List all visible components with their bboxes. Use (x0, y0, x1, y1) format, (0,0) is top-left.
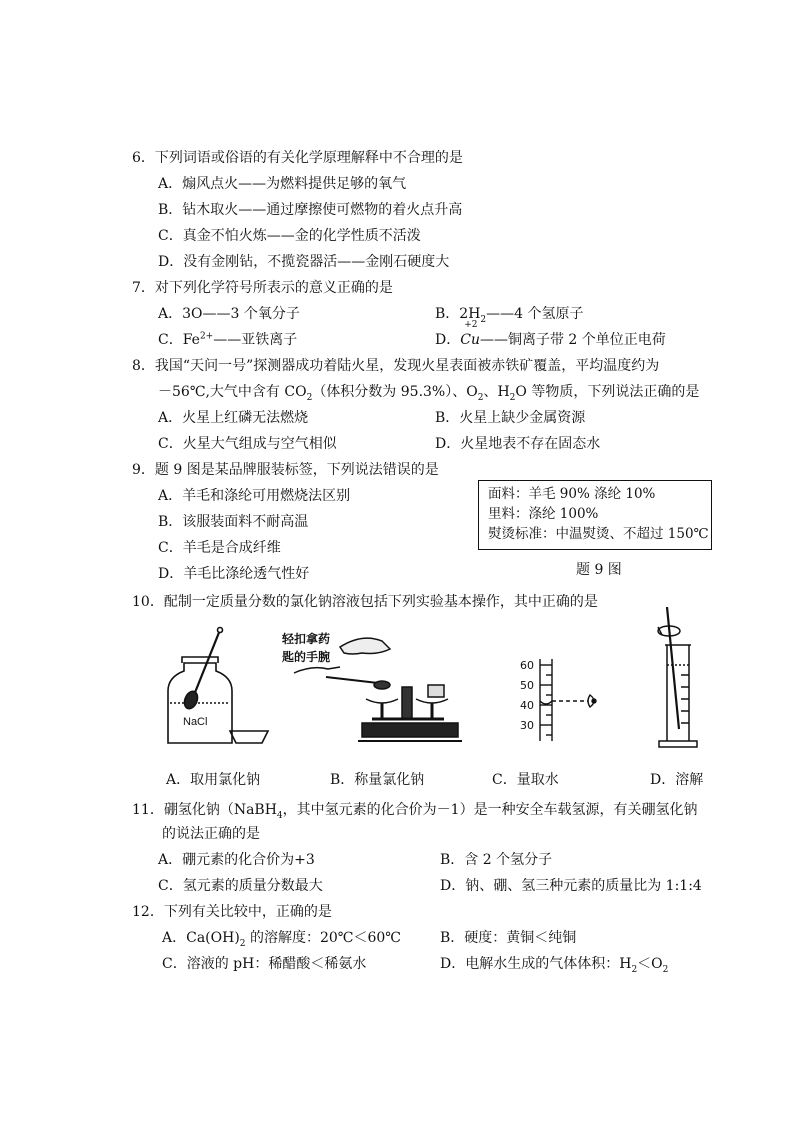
q10-option-c: C．量取水 (492, 772, 559, 788)
q8-stem2-sub2: 2 (477, 392, 484, 403)
q6-option-d: D．没有金刚钻，不揽瓷器活——金刚石硬度大 (158, 254, 450, 270)
q6-option-b: B．钻木取火——通过摩擦使可燃物的着火点升高 (158, 202, 463, 218)
label-line-fabric: 面料：羊毛 90% 涤纶 10% (488, 486, 656, 502)
q7-b-post: ——4 个氢原子 (486, 306, 584, 322)
q8-stem2-sub: 2 (306, 392, 313, 403)
q8-option-b: B．火星上缺少金属资源 (435, 410, 586, 426)
q12-a-sub: 2 (239, 938, 246, 949)
tick-label-50: 50 (520, 679, 534, 692)
q7-c-post: ——亚铁离子 (213, 332, 298, 348)
q7-d-pre: D． (435, 332, 461, 348)
q8-option-d: D．火星地表不存在固态水 (435, 436, 601, 452)
q11-option-b: B．含 2 个氢分子 (440, 852, 553, 868)
q11-option-a: A．硼元素的化合价为+3 (158, 852, 315, 868)
q7-d-symbol: Cu (460, 332, 480, 348)
q12-a-pre: A．Ca(OH) (162, 930, 240, 946)
q11-stem-post: ，其中氢元素的化合价为－1）是一种安全车载氢源，有关硼氢化钠 (282, 802, 698, 818)
q12-option-c: C．溶液的 pH：稀醋酸＜稀氨水 (162, 956, 367, 972)
q9-option-a: A．羊毛和涤纶可用燃烧法区别 (158, 488, 351, 504)
q12-d-sub2: 2 (662, 964, 669, 975)
label-line-lining: 里料：涤纶 100% (488, 506, 599, 522)
balance-note-line1: 轻扣拿药 (282, 632, 331, 646)
q9-option-b: B．该服装面料不耐高温 (158, 514, 309, 530)
q7-option-a: A．3O——3 个氧分子 (158, 306, 300, 322)
q11-option-d: D．钠、硼、氢三种元素的质量比为 1:1:4 (440, 878, 702, 894)
q8-stem-line1: 8．我国“天问一号”探测器成功着陆火星，发现火星表面被赤铁矿覆盖，平均温度约为 (132, 358, 660, 374)
q12-a-post: 的溶解度：20℃＜60℃ (245, 930, 401, 946)
q12-option-b: B．硬度：黄铜＜纯铜 (440, 930, 577, 946)
figure-take-nacl (160, 625, 285, 750)
q6-option-c: C．真金不怕火炼——金的化学性质不活泼 (158, 228, 421, 244)
q7-option-c (158, 330, 297, 350)
q12-d-sub1: 2 (631, 964, 638, 975)
q8-stem2-post: （体积分数为 95.3%）、O (312, 384, 478, 400)
q9-stem: 9．题 9 图是某品牌服装标签，下列说法错误的是 (132, 462, 439, 478)
bottle-label-nacl: NaCl (183, 716, 208, 728)
label-line-ironing: 熨烫标准：中温熨烫、不超过 150℃ (488, 526, 709, 542)
q9-option-c: C．羊毛是合成纤维 (158, 540, 281, 556)
q11-stem-line2: 的说法正确的是 (162, 826, 260, 842)
balance-note-line2: 匙的手腕 (282, 650, 331, 664)
q7-c-pre: C．Fe (158, 332, 200, 348)
q7-b-pre: B．2H (435, 306, 481, 322)
tick-label-30: 30 (520, 719, 534, 732)
q7-b-sub: 2 (480, 314, 487, 325)
q8-stem2-sub3: 2 (509, 392, 516, 403)
q6-option-a: A．煽风点火——为燃料提供足够的氧气 (158, 176, 407, 192)
q7-d-post: ——铜离子带 2 个单位正电荷 (479, 332, 666, 348)
q10-option-b: B．称量氯化钠 (330, 772, 425, 788)
figure-weigh-nacl (282, 625, 462, 750)
q10-option-d: D．溶解 (650, 772, 704, 788)
q8-option-c: C．火星大气组成与空气相似 (158, 436, 337, 452)
q11-stem-sub: 4 (276, 810, 283, 821)
q12-stem: 12．下列有关比较中，正确的是 (132, 904, 332, 920)
figure-dissolve (645, 605, 715, 750)
tick-label-40: 40 (520, 699, 534, 712)
q10-stem: 10．配制一定质量分数的氯化钠溶液包括下列实验基本操作，其中正确的是 (132, 594, 598, 610)
clothing-label-box (478, 480, 712, 550)
q7-option-b (435, 304, 584, 324)
q9-option-d: D．羊毛比涤纶透气性好 (158, 566, 310, 582)
q12-option-d (440, 954, 668, 974)
figure-measure-water (510, 655, 610, 745)
q7-stem: 7．对下列化学符号所表示的意义正确的是 (132, 280, 393, 296)
q8-option-a: A．火星上红磷无法燃烧 (158, 410, 309, 426)
tick-label-60: 60 (520, 659, 534, 672)
q12-d-mid: ＜O (637, 956, 663, 972)
q11-stem-line1 (132, 800, 698, 820)
q8-stem2-end: O 等物质，下列说法正确的是 (515, 384, 700, 400)
q12-d-pre: D．电解水生成的气体体积：H (440, 956, 632, 972)
q7-c-sup: 2+ (199, 331, 214, 342)
q7-d-charge: +2 (464, 320, 478, 330)
q6-stem: 6．下列词语或俗语的有关化学原理解释中不合理的是 (132, 150, 463, 166)
q11-option-c: C．氢元素的质量分数最大 (158, 878, 323, 894)
q11-stem-pre: 11．硼氢化钠（NaBH (132, 802, 277, 818)
figure-9-caption: 题 9 图 (576, 562, 622, 578)
q8-stem2-pre: －56℃,大气中含有 CO (158, 384, 307, 400)
q12-option-a (162, 928, 401, 948)
q8-stem2-mid: 、H (483, 384, 510, 400)
q8-stem-line2 (158, 382, 699, 402)
q7-option-d (435, 320, 666, 350)
q10-option-a: A．取用氯化钠 (166, 772, 261, 788)
